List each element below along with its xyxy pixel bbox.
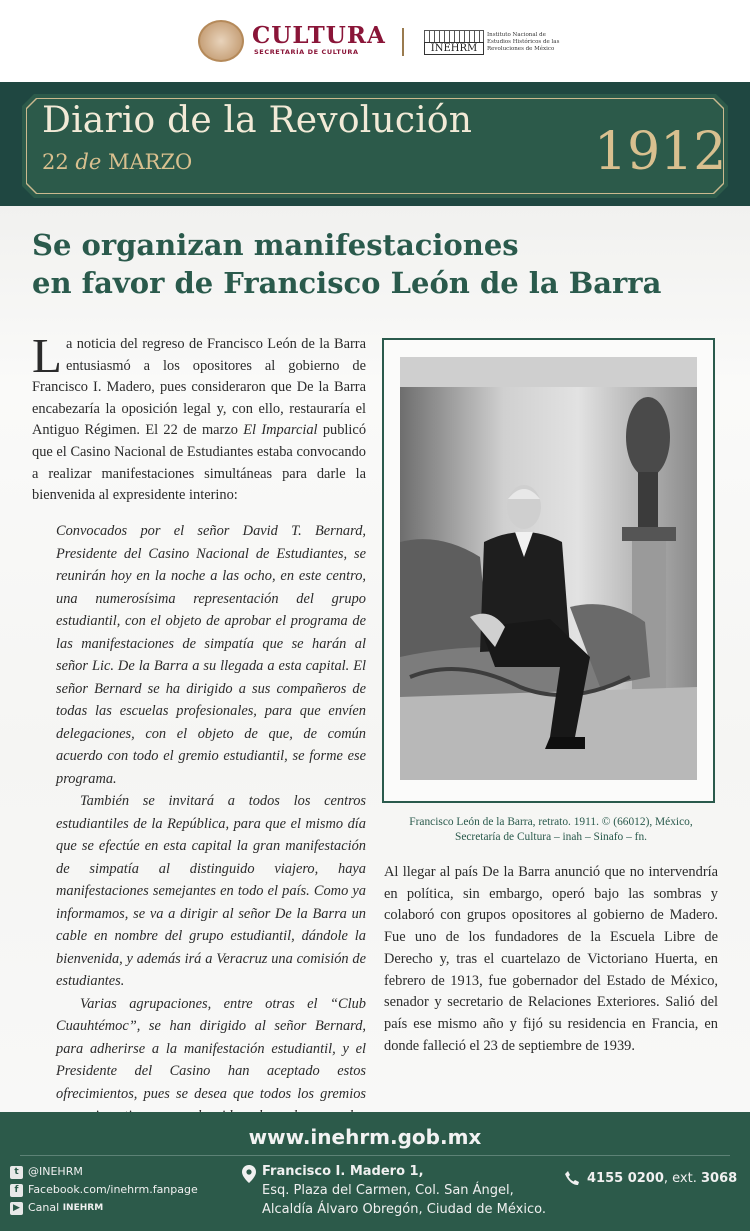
banner-date: [42, 150, 192, 174]
footer-divider: [20, 1155, 730, 1156]
inehrm-desc-line: Estudios Históricos de las: [487, 39, 560, 45]
address-line: Esq. Plaza del Carmen, Col. San Ángel,: [262, 1183, 514, 1198]
facebook-icon: f: [10, 1184, 23, 1197]
portrait-photo: [400, 357, 697, 780]
intro-text: publicó que el Casino Nacional de Estudiantes estaba convocando a realizar manifestaciones simultáneas para darle la bienvenida al expresidente interino:: [32, 422, 367, 504]
banner-year: 1912: [594, 122, 727, 182]
phone-ext-label: , ext.: [663, 1171, 697, 1186]
date-de: de: [75, 150, 102, 174]
twitter-link[interactable]: [10, 1163, 198, 1181]
date-month: MARZO: [107, 150, 193, 174]
website-link[interactable]: www.inehrm.gob.mx: [248, 1125, 482, 1149]
headline-line: en favor de Francisco León de la Barra: [32, 266, 662, 300]
cultura-logo-text: CULTURA: [252, 22, 386, 49]
twitter-icon: t: [10, 1166, 23, 1179]
youtube-link[interactable]: [10, 1199, 198, 1217]
inehrm-logo: [424, 30, 484, 54]
context-paragraph: Al llegar al país De la Barra anunció que no intervendría en política, sin embargo, operó bajo las sombras y colaboró con grupos opositores al gobierno de Madero. Fue uno de los fundadores de la Escuela Libre de Derecho y, tras el cuartelazo de Victoriano Huerta, en febrero de 1913, fue gobernador del Estado de México, senador y secretario de Relaciones Exteriores. Salió del país ese mismo año y fijó su residencia en Francia, en donde falleció el 23 de septiembre de 1939.: [384, 864, 718, 1054]
address-line: Alcaldía Álvaro Obregón, Ciudad de México.: [262, 1202, 546, 1217]
newspaper-name: El Imparcial: [243, 422, 318, 439]
inehrm-desc-line: Instituto Nacional de: [487, 32, 546, 38]
portrait-illustration: [400, 357, 697, 780]
youtube-icon: ▶: [10, 1202, 23, 1215]
youtube-prefix: Canal: [28, 1201, 60, 1214]
inehrm-description: [487, 32, 567, 53]
caption-line: Francisco León de la Barra, retrato. 1911. © (66012), México,: [409, 816, 693, 828]
facebook-link[interactable]: [10, 1181, 198, 1199]
intro-text: a noticia del regreso de Francisco León de la Barra entusiasmó a los opositores al gobierno de Francisco I. Madero, pues consideraron que De la Barra encabezaría la oposición legal y, con ello, restauraría el Antiguo Régimen. El 22 de marzo: [32, 336, 366, 439]
secretaria-logo-subtext: SECRETARÍA DE CULTURA: [254, 48, 359, 56]
national-seal-icon: [198, 20, 244, 62]
photo-caption: [384, 815, 718, 845]
phone-ext: 3068: [701, 1171, 738, 1186]
drop-cap: L: [32, 328, 62, 383]
inehrm-desc-line: Revoluciones de México: [487, 46, 555, 52]
headline-line: Se organizan manifestaciones: [32, 228, 519, 262]
quote-paragraph: Varias agrupaciones, entre otras el “Club Cuauhtémoc”, se han dirigido al señor Bernard, para adherirse a la manifestación estudiantil, y el Presidente del Casino han aceptado estos ofrecimientos, pues se desea que todos los gremios: [56, 995, 366, 1102]
phone-main: 4155 0200: [587, 1171, 664, 1186]
phone-number[interactable]: [587, 1171, 737, 1186]
social-links: [10, 1163, 198, 1217]
quote-paragraph: Convocados por el señor David T. Bernard, Presidente del Casino Nacional de Estudiantes, se reunirán hoy en la noche a las ocho, en este centro, una numerosísima representación del grupo estudiantil, con el objeto de aprobar el programa de las manifestaciones de simpatía que se harán al señor Lic. De la Barra a su llegada a esta capital. El señor Bernard se ha dirigido a sus compañeros de todas las escuelas profesionales, para que envíen delegaciones, con el objeto de que, de común acuerdo con todo el gremio estudiantil, se forme ese programa.: [56, 523, 366, 787]
location-pin-icon: [242, 1165, 256, 1183]
article-headline: [32, 226, 722, 302]
facebook-url: Facebook.com/inehrm.fanpage: [28, 1183, 198, 1196]
newspaper-quote: [56, 520, 366, 1150]
caption-line: Secretaría de Cultura – inah – Sinafo – fn.: [454, 831, 647, 843]
quote-paragraph: También se invitará a todos los centros estudiantiles de la República, para que el mismo día que se efectúe en esta capital la gran manifestación de simpatía al distinguido viajero, haya manifestaciones semejantes en todo el país. Como ya informamos, se va a dirigir al señor De la Barra un cable en nombre del grupo estudiantil, dándole la bienvenida, y además irá a Veracruz una comisión de estudiantes.: [56, 793, 366, 989]
inehrm-logo-word: INEHRM: [424, 42, 484, 55]
address: [262, 1162, 546, 1219]
address-street: Francisco I. Madero 1,: [262, 1164, 424, 1179]
date-day: 22: [42, 150, 69, 174]
twitter-handle: @INEHRM: [28, 1165, 83, 1178]
phone-icon: [564, 1170, 580, 1186]
youtube-channel: INEHRM: [62, 1203, 104, 1213]
inehrm-building-icon: [424, 30, 484, 42]
logo-divider: [402, 28, 404, 56]
intro-paragraph: [32, 328, 367, 507]
series-title: Diario de la Revolución: [42, 100, 473, 141]
